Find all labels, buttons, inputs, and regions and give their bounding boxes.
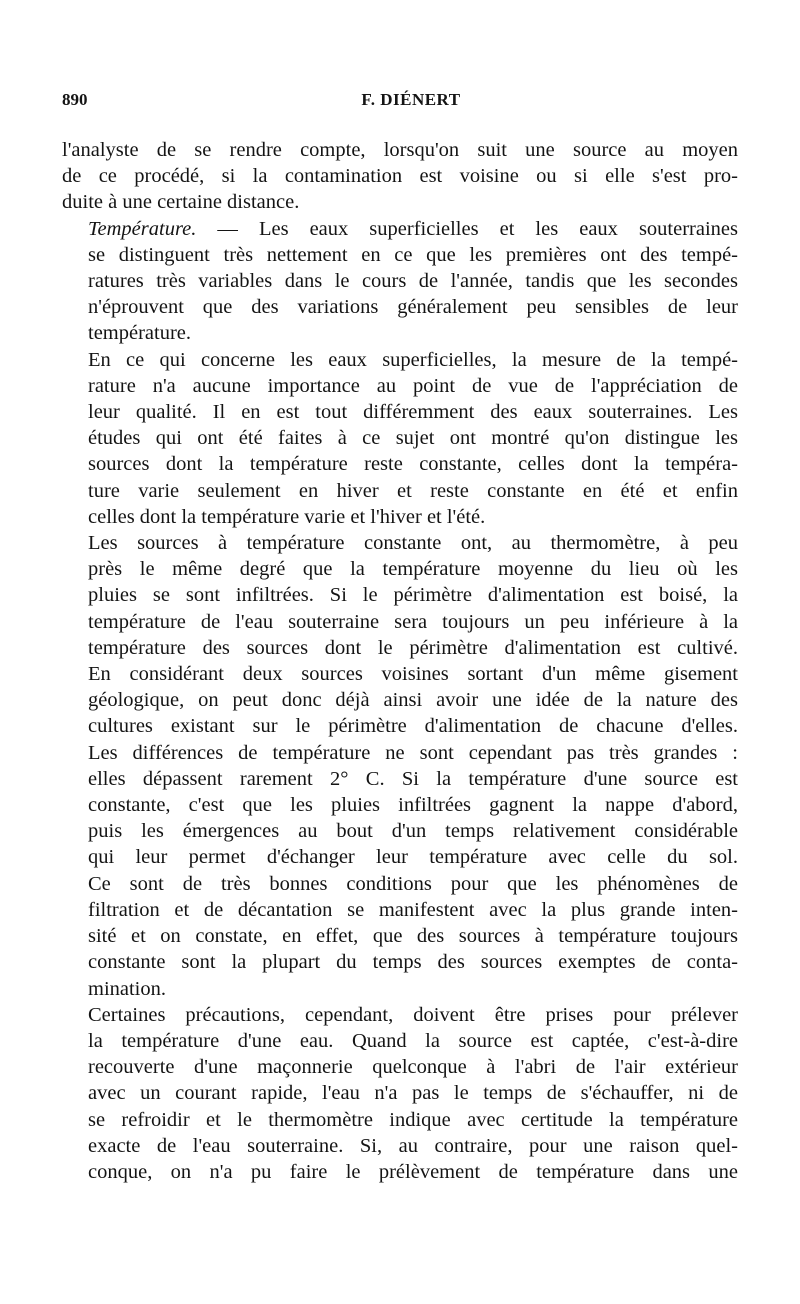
text-line: constante sont la plupart du temps des sources exemptes de conta-: [88, 951, 738, 974]
body-text: [62, 137, 738, 1185]
text-line: [62, 216, 738, 242]
text-line: elles dépassent rarement 2° C. Si la température d'une source est: [88, 767, 738, 790]
text-line: celles dont la température varie et l'hiver et l'été.: [88, 505, 486, 528]
text-line: exacte de l'eau souterraine. Si, au contraire, pour une raison quel-: [88, 1134, 738, 1157]
paragraph: [62, 216, 738, 347]
paragraph: [62, 137, 738, 216]
text-line: se distinguent très nettement en ce que les premières ont des tempé-: [88, 243, 738, 266]
page-number: 890: [62, 90, 88, 109]
text-line: Les sources à température constante ont, au thermomètre, à peu: [88, 532, 738, 555]
text-line: près le même degré que la température moyenne du lieu où les: [88, 558, 738, 581]
text-line: qui leur permet d'échanger leur température avec celle du sol.: [88, 846, 738, 869]
text-fragment: — Les eaux superficielles et les eaux souterraines: [196, 217, 738, 240]
text-line: En ce qui concerne les eaux superficielles, la mesure de la tempé-: [88, 348, 738, 371]
paragraph: [62, 347, 738, 530]
text-line: puis les émergences au bout d'un temps relativement considérable: [88, 820, 738, 843]
text-line: leur qualité. Il en est tout différemment des eaux souterraines. Les: [88, 401, 738, 424]
text-line: n'éprouvent que des variations généralement peu sensibles de leur: [88, 296, 738, 319]
running-head-author: F. DIÉNERT: [361, 90, 461, 109]
text-line: la température d'une eau. Quand la source est captée, c'est-à-dire: [88, 1029, 738, 1052]
paragraph: [62, 530, 738, 1002]
text-line: recouverte d'une maçonnerie quelconque à l'abri de l'air extérieur: [88, 1056, 738, 1079]
text-line: se refroidir et le thermomètre indique avec certitude la température: [88, 1108, 738, 1131]
text-line: mination.: [88, 977, 167, 1000]
text-line: ture varie seulement en hiver et reste constante en été et enfin: [88, 479, 738, 502]
text-line: avec un courant rapide, l'eau n'a pas le temps de s'échauffer, ni de: [88, 1082, 738, 1105]
text-line: constante, c'est que les pluies infiltrées gagnent la nappe d'abord,: [88, 794, 738, 817]
text-line: Certaines précautions, cependant, doivent être prises pour prélever: [88, 1003, 738, 1026]
text-line: cultures existant sur le périmètre d'alimentation de chacune d'elles.: [88, 715, 738, 738]
text-line: Les différences de température ne sont cependant pas très grandes :: [88, 741, 738, 764]
text-line: température des sources dont le périmètre d'alimentation est cultivé.: [88, 636, 738, 659]
text-line: température de l'eau souterraine sera toujours un peu inférieure à la: [88, 610, 738, 633]
text-line: l'analyste de se rendre compte, lorsqu'on suit une source au moyen: [62, 139, 738, 161]
page-header: [62, 90, 760, 112]
text-line: études qui ont été faites à ce sujet ont montré qu'on distingue les: [88, 427, 738, 450]
text-line: En considérant deux sources voisines sortant d'un même gisement: [88, 663, 738, 686]
text-line: de ce procédé, si la contamination est voisine ou si elle s'est pro-: [62, 165, 738, 188]
text-line: géologique, on peut donc déjà ainsi avoir une idée de la nature des: [88, 689, 738, 712]
text-line: pluies se sont infiltrées. Si le périmètre d'alimentation est boisé, la: [88, 584, 738, 607]
text-line: conque, on n'a pu faire le prélèvement de température dans une: [88, 1160, 738, 1183]
text-line: ratures très variables dans le cours de l'année, tandis que les secondes: [88, 270, 738, 293]
text-line: sources dont la température reste constante, celles dont la tempéra-: [88, 453, 738, 476]
text-line: rature n'a aucune importance au point de vue de l'appréciation de: [88, 374, 738, 397]
text-line: filtration et de décantation se manifestent avec la plus grande inten-: [88, 898, 738, 921]
text-line: duite à une certaine distance.: [62, 191, 300, 214]
text-line: température.: [88, 322, 192, 345]
text-line: sité et on constate, en effet, que des sources à température toujours: [88, 925, 738, 948]
text-line: Ce sont de très bonnes conditions pour que les phénomènes de: [88, 872, 738, 895]
section-term: Température.: [88, 217, 197, 240]
paragraph: [62, 1002, 738, 1185]
